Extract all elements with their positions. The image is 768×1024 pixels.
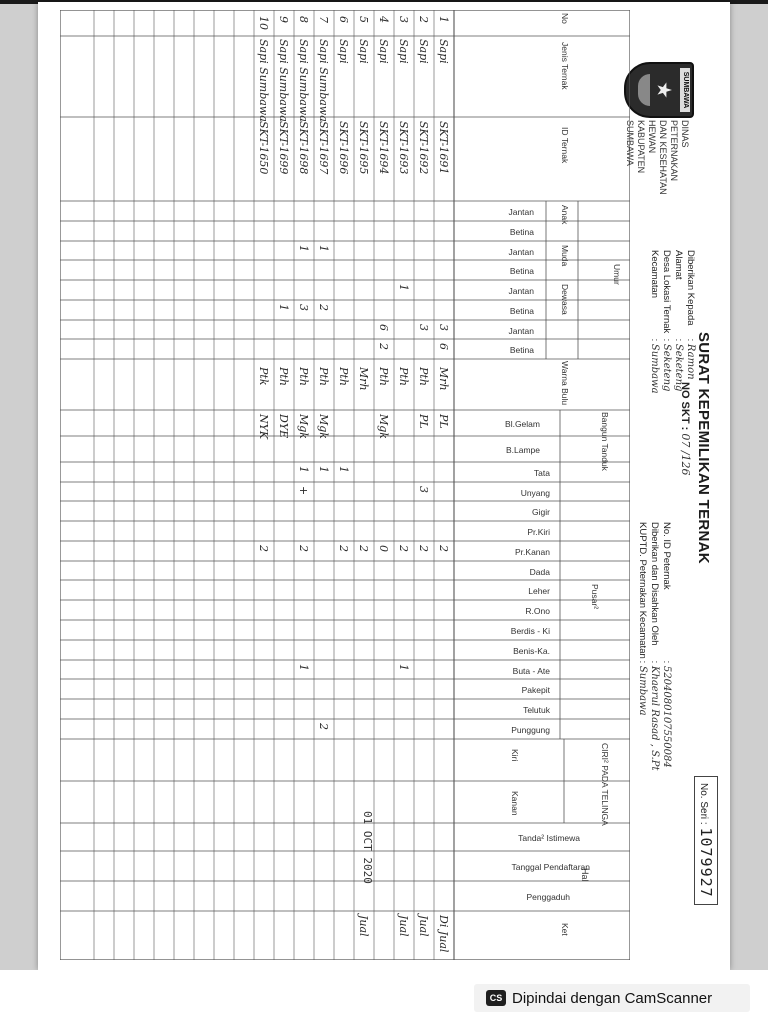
registration-date-stamp: 01 OCT 2020 xyxy=(361,811,374,884)
ownership-certificate xyxy=(38,2,730,970)
column-header-registration-date: Tanggal Pendaftaran xyxy=(511,862,590,872)
issued-by-label: Diberikan dan Disahkan Oleh xyxy=(649,522,660,646)
whorl-count: 1 xyxy=(337,466,350,473)
whorl-position-label: Tata xyxy=(533,468,550,478)
row-note: Jual xyxy=(397,915,410,937)
skt-number-value: 07 /126 xyxy=(679,433,692,476)
age-sex-label: Jantan xyxy=(508,286,534,296)
agency-line: SUMBAWA xyxy=(625,120,635,166)
coat-color: Mrh xyxy=(437,367,450,391)
village-label: Desa Lokasi Ternak xyxy=(661,250,672,334)
age-count: 1 xyxy=(297,245,310,252)
age-sex-label: Betina xyxy=(509,266,534,276)
horn-shape: PL xyxy=(417,414,430,429)
livestock-type: Sapi xyxy=(337,39,350,64)
coat-color: Pth xyxy=(377,367,390,386)
age-count: 2 xyxy=(317,304,330,311)
agency-name xyxy=(624,120,690,195)
whorl-count: 1 xyxy=(297,466,310,473)
age-count: 2 xyxy=(377,343,390,350)
district-value: Sumbawa xyxy=(649,343,660,394)
column-header-ear-marks: CIRI² PADA TELINGA xyxy=(600,743,610,826)
livestock-id: SKT-1699 xyxy=(277,121,290,175)
column-header-age: Umur xyxy=(612,264,622,285)
whorl-count: 1 xyxy=(297,664,310,671)
whorl-position-label: Buta - Ate xyxy=(512,666,550,676)
coat-color: Pth xyxy=(297,367,310,386)
whorl-count: 2 xyxy=(437,545,450,552)
age-sex-label: Jantan xyxy=(508,207,534,217)
owner-details: Diberikan Kepada : Ramon Alamat : Seketeng Desa Lokasi Ternak : Seketeng Kecamatan : Sumbawa xyxy=(649,250,696,394)
ear-side-label: Kiri xyxy=(510,749,520,762)
whorl-count: 3 xyxy=(417,486,430,493)
horn-shape-label: Bl.Gelam xyxy=(505,419,540,429)
whorl-position-label: Benis-Ka. xyxy=(513,646,550,656)
livestock-id: SKT-1692 xyxy=(417,121,430,175)
livestock-id: SKT-1694 xyxy=(377,121,390,175)
recipient-value: Ramon xyxy=(685,343,696,380)
column-header-notes: Ket xyxy=(560,923,570,936)
document-title: SURAT KEPEMILIKAN TERNAK xyxy=(695,332,712,564)
column-header-whorls: Pusar² xyxy=(590,584,600,610)
address-value: Seketeng xyxy=(673,343,684,392)
row-number: 6 xyxy=(337,16,350,23)
whorl-position-label: Pr.Kanan xyxy=(515,547,550,557)
whorl-position-label: Punggung xyxy=(511,725,550,735)
column-header-livestock-type: Jenis Ternak xyxy=(560,42,570,90)
column-header-special-marks: Tanda² Istimewa xyxy=(518,833,580,843)
issued-by-value: Khaerul Rasad , S.Pt xyxy=(649,665,660,771)
age-sex-label: Betina xyxy=(509,227,534,237)
whorl-count: + xyxy=(297,486,310,496)
age-sex-label: Jantan xyxy=(508,247,534,257)
office-value: Sumbawa xyxy=(637,665,648,716)
row-note: Jual xyxy=(417,915,430,937)
livestock-id: SKT-1697 xyxy=(317,121,330,175)
emblem-banner: SUMBAWA xyxy=(680,68,690,112)
age-sex-label: Jantan xyxy=(508,326,534,336)
whorl-position-label: Unyang xyxy=(520,488,550,498)
whorl-position-label: Telutuk xyxy=(523,705,550,715)
whorl-count: 2 xyxy=(417,545,430,552)
age-count: 3 xyxy=(297,304,310,311)
serial-number-value: 1079927 xyxy=(697,827,715,898)
row-note: Jual xyxy=(357,915,370,937)
row-number: 7 xyxy=(317,16,330,23)
age-sex-label: Betina xyxy=(509,306,534,316)
horn-shape: Mgk xyxy=(317,414,330,439)
whorl-count: 1 xyxy=(317,466,330,473)
issuer-details: No. ID Peternak : 5204080107550084 Diberikan dan Disahkan Oleh : Khaerul Rasad , S.Pt KUPTD. Peternakan Kecamatan : Sumbawa xyxy=(637,522,672,771)
age-count: 6 xyxy=(377,324,390,331)
district-label: Kecamatan xyxy=(649,250,660,299)
whorl-position-label: Dada xyxy=(529,567,550,577)
horn-shape-label: B.Lampe xyxy=(505,445,540,455)
coat-color: Ptk xyxy=(257,367,270,386)
livestock-type: Sapi xyxy=(357,39,370,64)
whorl-position-label: Berdis - Ki xyxy=(510,626,550,636)
age-count: 3 xyxy=(417,324,430,331)
skt-number xyxy=(679,382,692,476)
address-label: Alamat xyxy=(673,250,684,280)
livestock-type: Sapi xyxy=(397,39,410,64)
column-header-livestock-id: ID Ternak xyxy=(560,127,570,164)
village-value: Seketeng xyxy=(661,343,672,392)
agency-line: DINAS xyxy=(680,120,690,148)
whorl-count: 2 xyxy=(317,723,330,730)
livestock-id: SKT-1698 xyxy=(297,121,310,175)
whorl-count: 2 xyxy=(257,545,270,552)
livestock-id: SKT-1650 xyxy=(257,121,270,175)
horn-shape: Mgk xyxy=(377,414,390,439)
whorl-position-label: Pr.Kiri xyxy=(527,527,550,537)
age-group-label: Dewasa xyxy=(560,284,570,315)
whorl-count: 2 xyxy=(397,545,410,552)
whorl-count: 2 xyxy=(337,545,350,552)
whorl-position-label: Pakepit xyxy=(521,685,550,695)
livestock-type: Sapi Sumbawa xyxy=(277,39,290,122)
ear-side-label: Kanan xyxy=(510,791,520,816)
age-count: 1 xyxy=(277,304,290,311)
whorl-position-label: Leher xyxy=(528,586,550,596)
livestock-type: Sapi Sumbawa xyxy=(317,39,330,122)
livestock-id: SKT-1693 xyxy=(397,121,410,175)
row-number: 1 xyxy=(437,16,450,23)
whorl-count: 2 xyxy=(357,545,370,552)
serial-number-label: No. Seri : xyxy=(698,783,709,825)
column-header-coat-color: Warna Bulu xyxy=(560,361,570,406)
regency-emblem-logo xyxy=(624,62,694,118)
farmer-id-label: No. ID Peternak xyxy=(661,522,672,590)
row-number: 5 xyxy=(357,16,370,23)
emblem-base xyxy=(638,74,650,106)
age-group-label: Anak xyxy=(560,205,570,225)
horn-shape: DYE xyxy=(277,414,290,439)
skt-number-label: NO SKT : xyxy=(679,382,691,431)
farmer-id-value: 5204080107550084 xyxy=(661,665,672,768)
camscanner-text: Dipindai dengan CamScanner xyxy=(512,989,713,1007)
horn-shape: NYK xyxy=(257,414,270,440)
age-count: 6 xyxy=(437,343,450,350)
star-icon xyxy=(656,82,672,98)
row-number: 10 xyxy=(257,16,270,30)
livestock-type: Sapi xyxy=(377,39,390,64)
row-number: 2 xyxy=(417,16,430,23)
whorl-count: 0 xyxy=(377,545,390,552)
livestock-type: Sapi Sumbawa xyxy=(257,39,270,122)
horn-shape: PL xyxy=(437,414,450,429)
age-count: 1 xyxy=(317,245,330,252)
scanned-document-page xyxy=(38,2,730,970)
row-note: Di Jual xyxy=(437,915,450,953)
coat-color: Mrh xyxy=(357,367,370,391)
livestock-type: Sapi xyxy=(437,39,450,64)
age-count: 3 xyxy=(437,324,450,331)
row-number: 9 xyxy=(277,16,290,23)
page-label: Hal xyxy=(580,868,590,882)
horn-shape: Mgk xyxy=(297,414,310,439)
livestock-type: Sapi Sumbawa xyxy=(297,39,310,122)
age-group-label: Muda xyxy=(560,245,570,267)
livestock-id: SKT-1696 xyxy=(337,121,350,175)
recipient-label: Diberikan Kepada xyxy=(685,250,696,326)
camscanner-icon: CS xyxy=(486,990,506,1006)
agency-line: DAN KESEHATAN xyxy=(658,120,668,195)
livestock-id: SKT-1691 xyxy=(437,121,450,175)
livestock-id: SKT-1695 xyxy=(357,121,370,175)
whorl-position-label: Gigir xyxy=(532,507,550,517)
coat-color: Pth xyxy=(337,367,350,386)
column-header-horn-shape: Bangun Tanduk xyxy=(600,412,610,471)
office-label: KUPTD. Peternakan Kecamatan xyxy=(637,522,648,659)
camscanner-watermark xyxy=(474,984,750,1012)
serial-number-box xyxy=(694,776,718,905)
column-header-keeper: Penggaduh xyxy=(526,892,570,902)
livestock-table xyxy=(60,10,630,960)
whorl-count: 2 xyxy=(297,545,310,552)
livestock-type: Sapi xyxy=(417,39,430,64)
agency-line: HEWAN xyxy=(647,120,657,154)
coat-color: Pth xyxy=(277,367,290,386)
agency-line: KABUPATEN xyxy=(636,120,646,174)
coat-color: Pth xyxy=(397,367,410,386)
coat-color: Pth xyxy=(317,367,330,386)
row-number: 8 xyxy=(297,16,310,23)
whorl-position-label: R.Ono xyxy=(525,606,550,616)
row-number: 4 xyxy=(377,16,390,23)
column-header-no: No xyxy=(560,13,570,24)
age-count: 1 xyxy=(397,284,410,291)
row-number: 3 xyxy=(397,16,410,23)
whorl-count: 1 xyxy=(397,664,410,671)
coat-color: Pth xyxy=(417,367,430,386)
age-sex-label: Betina xyxy=(509,345,534,355)
agency-line: PETERNAKAN xyxy=(669,120,679,182)
